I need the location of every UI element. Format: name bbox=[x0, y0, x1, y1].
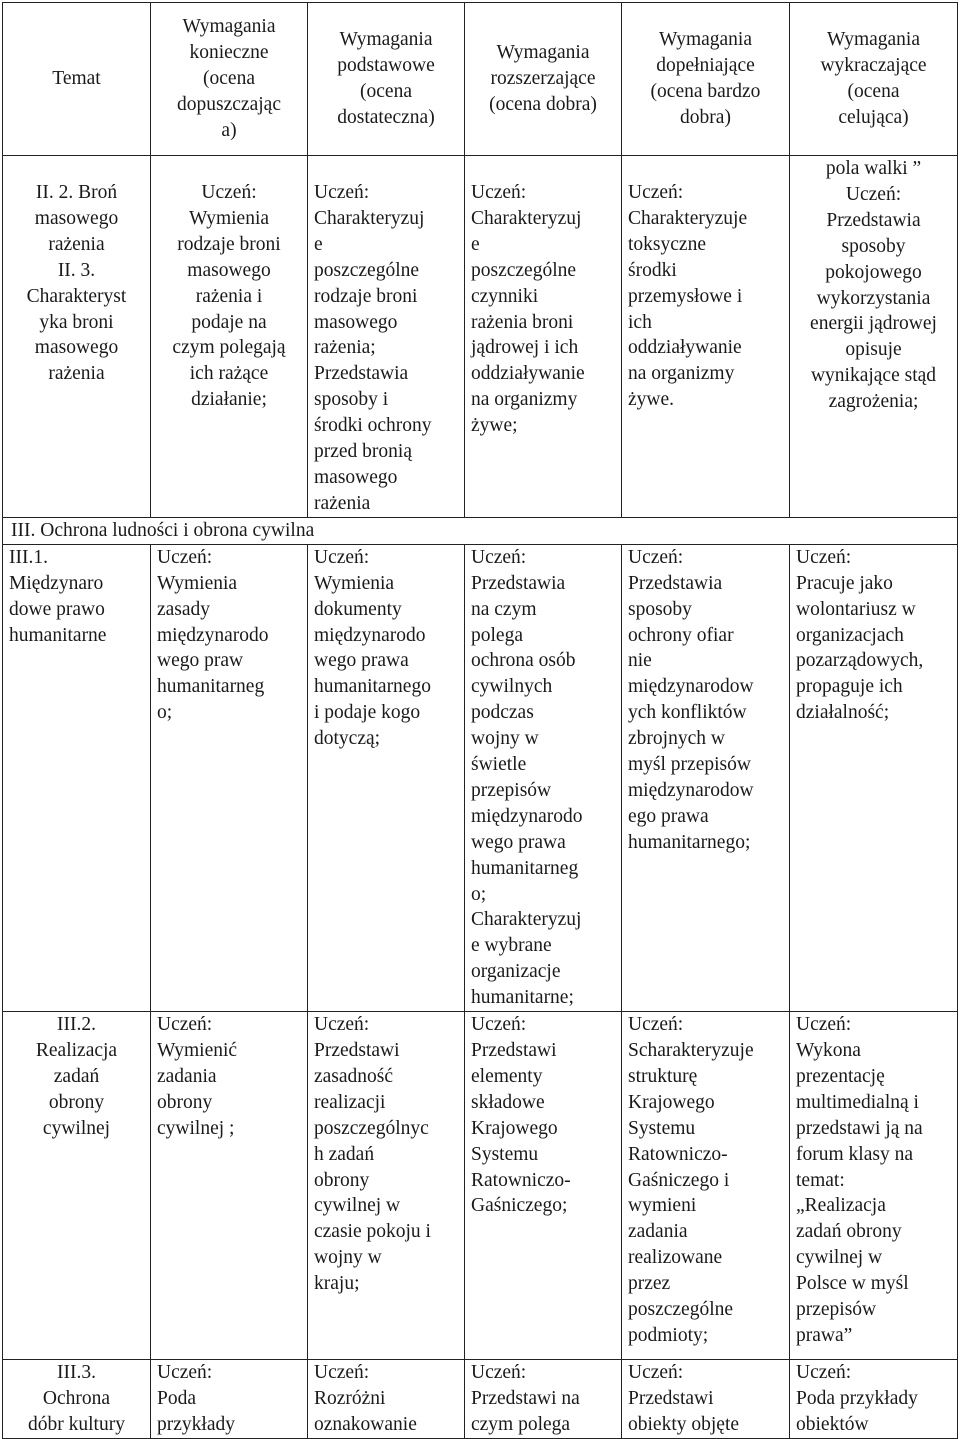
basic-cell: Uczeń: Rozróżni oznakowanie bbox=[308, 1360, 465, 1439]
table-row bbox=[3, 1360, 958, 1439]
header-extended: Wymagania rozszerzające (ocena dobra) bbox=[465, 3, 622, 156]
complementary-cell: Uczeń: Przedstawia sposoby ochrony ofiar nie międzynarodow ych konfliktów zbrojnych w myśl przepisów międzynarodow ego prawa humanitarnego; bbox=[622, 544, 790, 1011]
exceeding-cell: Uczeń: Wykona prezentację multimedialną i przedstawi ją na forum klasy na temat: „Realizacja zadań obrony cywilnej w Polsce w myśl przepisów prawa” bbox=[790, 1012, 958, 1360]
table-row bbox=[3, 1012, 958, 1360]
basic-cell: Uczeń: Przedstawi zasadność realizacji poszczególnyc h zadań obrony cywilnej w czasie pokoju i wojny w kraju; bbox=[308, 1012, 465, 1360]
header-topic: Temat bbox=[3, 3, 151, 156]
table-row bbox=[3, 544, 958, 1011]
topic-cell: III.1. Międzynaro dowe prawo humanitarne bbox=[3, 544, 151, 1011]
table-header-row bbox=[3, 3, 958, 156]
extended-cell: Uczeń: Przedstawia na czym polega ochrona osób cywilnych podczas wojny w świetle przepisów międzynarodo wego prawa humanitarneg o; Charakteryzuj e wybrane organizacje humanitarne; bbox=[465, 544, 622, 1011]
extended-cell: Uczeń: Przedstawi elementy składowe Krajowego Systemu Ratowniczo- Gaśniczego; bbox=[465, 1012, 622, 1360]
topic-cell: II. 2. Broń masowego rażenia II. 3. Charakteryst yka broni masowego rażenia bbox=[3, 156, 151, 518]
exceeding-cell: Uczeń: Pracuje jako wolontariusz w organizacjach pozarządowych, propaguje ich działalność; bbox=[790, 544, 958, 1011]
basic-cell: Uczeń: Charakteryzuj e poszczególne rodzaje broni masowego rażenia; Przedstawia sposoby i środki ochrony przed bronią masowego rażenia bbox=[308, 156, 465, 518]
topic-cell: III.3. Ochrona dóbr kultury bbox=[3, 1360, 151, 1439]
exceeding-cell: Uczeń: Poda przykłady obiektów bbox=[790, 1360, 958, 1439]
required-cell: Uczeń: Wymienia rodzaje broni masowego rażenia i podaje na czym polegają ich rażące działanie; bbox=[151, 156, 308, 518]
section-row bbox=[3, 517, 958, 544]
table-row bbox=[3, 156, 958, 518]
required-cell: Uczeń: Wymienić zadania obrony cywilnej ; bbox=[151, 1012, 308, 1360]
header-complementary: Wymagania dopełniające (ocena bardzo dobra) bbox=[622, 3, 790, 156]
required-cell: Uczeń: Wymienia zasady międzynarodo wego praw humanitarneg o; bbox=[151, 544, 308, 1011]
required-cell: Uczeń: Poda przykłady bbox=[151, 1360, 308, 1439]
topic-cell: III.2. Realizacja zadań obrony cywilnej bbox=[3, 1012, 151, 1360]
requirements-table bbox=[2, 2, 958, 1439]
basic-cell: Uczeń: Wymienia dokumenty międzynarodo wego prawa humanitarnego i podaje kogo dotyczą; bbox=[308, 544, 465, 1011]
header-exceeding: Wymagania wykraczające (ocena celująca) bbox=[790, 3, 958, 156]
header-basic: Wymagania podstawowe (ocena dostateczna) bbox=[308, 3, 465, 156]
complementary-cell: Uczeń: Przedstawi obiekty objęte bbox=[622, 1360, 790, 1439]
complementary-cell: Uczeń: Scharakteryzuje strukturę Krajowego Systemu Ratowniczo- Gaśniczego i wymieni zadania realizowane przez poszczególne podmioty; bbox=[622, 1012, 790, 1360]
header-required: Wymagania konieczne (ocena dopuszczając a) bbox=[151, 3, 308, 156]
extended-cell: Uczeń: Charakteryzuj e poszczególne czynniki rażenia broni jądrowej i ich oddziaływanie na organizmy żywe; bbox=[465, 156, 622, 518]
section-title: III. Ochrona ludności i obrona cywilna bbox=[3, 517, 958, 544]
extended-cell: Uczeń: Przedstawi na czym polega bbox=[465, 1360, 622, 1439]
complementary-cell: Uczeń: Charakteryzuje toksyczne środki przemysłowe i ich oddziaływanie na organizmy żywe. bbox=[622, 156, 790, 518]
exceeding-cell: pola walki ” Uczeń: Przedstawia sposoby pokojowego wykorzystania energii jądrowej opisuje wynikające stąd zagrożenia; bbox=[790, 156, 958, 518]
